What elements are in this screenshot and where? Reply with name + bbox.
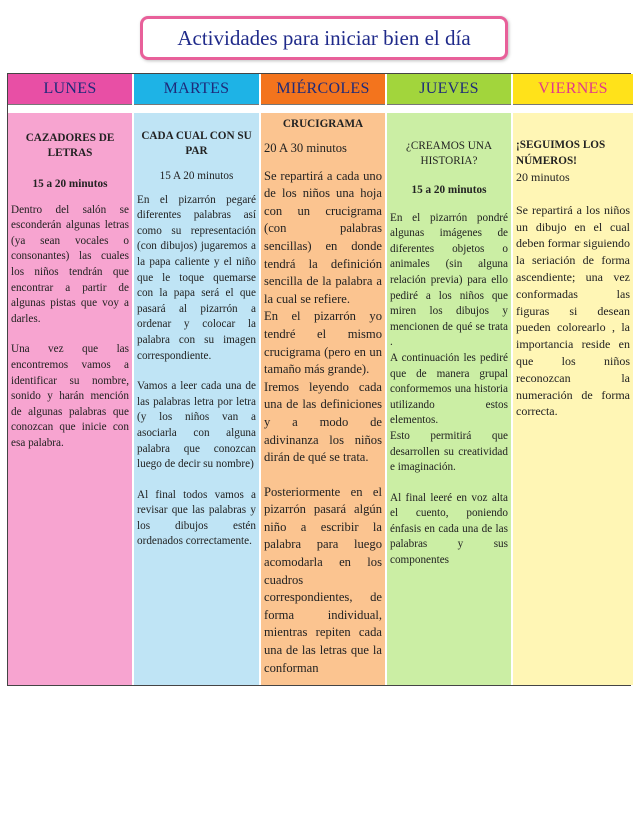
day-content-monday (8, 113, 132, 685)
activity-paragraph: Esto permitirá que desarrollen su creatividad e imaginación. (390, 429, 508, 474)
column-wednesday (261, 74, 385, 685)
activity-title: CADA CUAL CON SU PAR (141, 130, 252, 157)
day-content-wednesday (261, 113, 385, 685)
activity-title: CAZADORES DE LETRAS (25, 132, 115, 159)
activity-paragraph: Posteriormente en el pizarrón pasará algún niño a escribir la palabra para luego acomodarla en los cuadros correspondientes, de forma individual, mientras repiten cada una de las letras que la conforman (264, 484, 382, 675)
day-content-thursday (387, 113, 511, 685)
day-header-friday: VIERNES (513, 74, 633, 105)
day-content-friday (513, 113, 633, 685)
activity-paragraph: Una vez que las encontremos vamos a identificar su nombre, sonido y harán mención de algunas palabras que conozcan que inicie con esa palabra. (11, 343, 129, 449)
activity-paragraph: En el pizarrón yo tendré el mismo crucigrama (pero en un tamaño más grande). (264, 309, 382, 377)
activity-title: CRUCIGRAMA (282, 118, 364, 130)
day-header-monday: LUNES (8, 74, 132, 105)
activity-paragraph: Iremos leyendo cada una de las definiciones y a modo de adivinanza los niños dirán de qué se trata. (264, 379, 382, 465)
activity-paragraph: Vamos a leer cada una de las palabras letra por letra (y los niños van a asociarla con alguna palabra que conozcan luego de decir su nombre) (137, 380, 256, 471)
activity-paragraph: Se repartirá a los niños un dibujo en el cual deben formar siguiendo la seriación de forma ascendiente; una vez conformadas las figuras si desean pueden colorearlo , la importancia reside en que los niños reconozcan la numeración de forma correcta. (516, 202, 630, 419)
activity-time: 20 A 30 minutos (264, 141, 347, 155)
activity-paragraph: Al final todos vamos a revisar que las palabras y los dibujos estén ordenados correctamente. (137, 488, 256, 548)
activity-paragraph: En el pizarrón pondré algunas imágenes de diferentes objetos o animales (sin alguna relación previa) para ello pediré a los niños que miren los dibujos y mencionen de qué se trata . (390, 211, 508, 349)
activity-paragraph: A continuación les pediré que de manera grupal conformemos una historia utilizando estos elementos. (390, 351, 508, 427)
activity-paragraph: Dentro del salón se esconderán algunas letras (ya sean vocales o consonantes) las cuales los niños tendrán que encontrar a partir de algunas pistas que voy a darles. (11, 203, 129, 325)
activity-title: ¡SEGUIMOS LOS NÚMEROS! (516, 139, 606, 167)
column-friday (513, 74, 633, 685)
activity-paragraph: Se repartirá a cada uno de los niños una hoja con un crucigrama (con palabras sencillas) en donde tendrá la definición sencilla de la palabra a la cual se refiere. (264, 168, 382, 306)
day-header-thursday: JUEVES (387, 74, 511, 105)
page-title: Actividades para iniciar bien el día (140, 16, 508, 60)
activity-time: 15 a 20 minutos (411, 184, 487, 196)
activity-time: 20 minutos (516, 170, 570, 184)
schedule-table (7, 73, 631, 686)
day-header-wednesday: MIÉRCOLES (261, 74, 385, 105)
day-header-tuesday: MARTES (134, 74, 259, 105)
activity-time: 15 a 20 minutos (32, 178, 108, 190)
day-content-tuesday (134, 113, 259, 685)
column-thursday (387, 74, 511, 685)
column-tuesday (134, 74, 259, 685)
activity-title: ¿CREAMOS UNA HISTORIA? (405, 140, 493, 167)
activity-paragraph: En el pizarrón pegaré diferentes palabras así como su representación (con dibujos) jugaremos a la papa caliente y el niño que le toque quemarse con la papa será el que pasará al pizarrón a ordenar y colocar la palabra con su imagen correspondiente. (137, 193, 256, 362)
activity-time: 15 A 20 minutos (159, 170, 234, 182)
activity-paragraph: Al final leeré en voz alta el cuento, poniendo énfasis en cada una de las palabras y sus componentes (390, 491, 508, 567)
column-monday (8, 74, 132, 685)
